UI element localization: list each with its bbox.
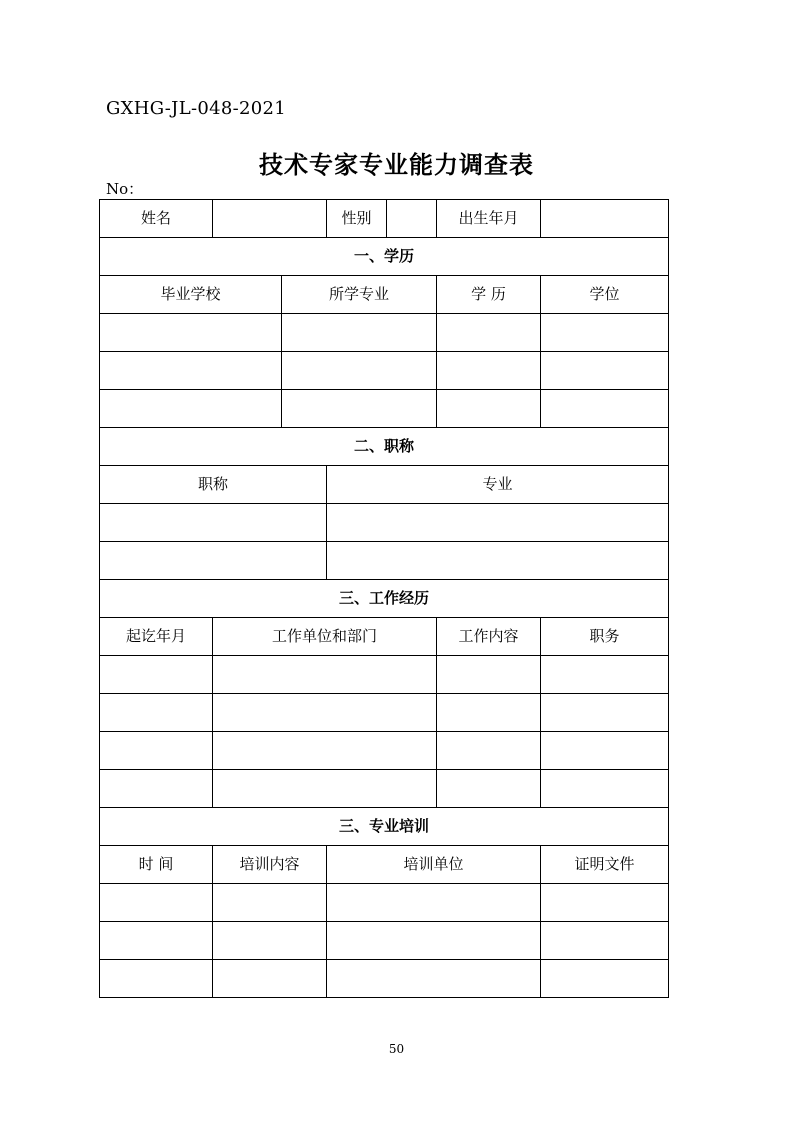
work-position-cell[interactable] — [541, 656, 669, 694]
professional-title-header-specialty: 专业 — [327, 466, 669, 504]
survey-form — [99, 199, 668, 998]
professional-specialty-cell[interactable] — [327, 542, 669, 580]
work-content-cell[interactable] — [437, 656, 541, 694]
name-value-cell[interactable] — [213, 200, 327, 238]
education-degree-cell[interactable] — [541, 314, 669, 352]
page-number: 50 — [388, 1042, 405, 1056]
training-content-cell[interactable] — [213, 884, 327, 922]
training-row — [100, 960, 669, 998]
work-employer-cell[interactable] — [213, 732, 437, 770]
work-employer-cell[interactable] — [213, 656, 437, 694]
professional-title-row — [100, 542, 669, 580]
education-header-row — [100, 276, 669, 314]
professional-title-header-title: 职称 — [100, 466, 327, 504]
education-section-row — [100, 238, 669, 276]
work-period-cell[interactable] — [100, 732, 213, 770]
professional-title-section-title: 二、职称 — [100, 428, 669, 466]
document-code: GXHG-JL-048-2021 — [106, 98, 286, 119]
training-header-certificate: 证明文件 — [541, 846, 669, 884]
professional-title-cell[interactable] — [100, 542, 327, 580]
training-content-cell[interactable] — [213, 922, 327, 960]
work-position-cell[interactable] — [541, 732, 669, 770]
work-content-cell[interactable] — [437, 694, 541, 732]
training-time-cell[interactable] — [100, 922, 213, 960]
work-experience-row — [100, 770, 669, 808]
form-number-label: No： — [106, 180, 144, 198]
training-content-cell[interactable] — [213, 960, 327, 998]
education-header-degree-level: 学 历 — [437, 276, 541, 314]
training-header-time: 时 间 — [100, 846, 213, 884]
education-section-title: 一、学历 — [100, 238, 669, 276]
training-row — [100, 922, 669, 960]
training-time-cell[interactable] — [100, 884, 213, 922]
work-employer-cell[interactable] — [213, 694, 437, 732]
education-level-cell[interactable] — [437, 314, 541, 352]
work-experience-row — [100, 656, 669, 694]
education-school-cell[interactable] — [100, 352, 282, 390]
training-header-row — [100, 846, 669, 884]
education-row — [100, 314, 669, 352]
work-header-content: 工作内容 — [437, 618, 541, 656]
education-major-cell[interactable] — [282, 352, 437, 390]
basic-info-row — [100, 200, 669, 238]
education-level-cell[interactable] — [437, 352, 541, 390]
education-header-school: 毕业学校 — [100, 276, 282, 314]
professional-title-cell[interactable] — [100, 504, 327, 542]
gender-value-cell[interactable] — [387, 200, 437, 238]
work-header-position: 职务 — [541, 618, 669, 656]
work-experience-row — [100, 694, 669, 732]
survey-table — [99, 199, 669, 998]
work-header-period: 起讫年月 — [100, 618, 213, 656]
birth-date-label: 出生年月 — [437, 200, 541, 238]
work-content-cell[interactable] — [437, 770, 541, 808]
professional-title-header-row — [100, 466, 669, 504]
work-header-employer: 工作单位和部门 — [213, 618, 437, 656]
work-period-cell[interactable] — [100, 656, 213, 694]
training-section-row — [100, 808, 669, 846]
work-period-cell[interactable] — [100, 694, 213, 732]
education-major-cell[interactable] — [282, 390, 437, 428]
education-header-major: 所学专业 — [282, 276, 437, 314]
work-employer-cell[interactable] — [213, 770, 437, 808]
name-label: 姓名 — [100, 200, 213, 238]
education-degree-cell[interactable] — [541, 390, 669, 428]
training-header-provider: 培训单位 — [327, 846, 541, 884]
education-school-cell[interactable] — [100, 314, 282, 352]
work-experience-header-row — [100, 618, 669, 656]
training-provider-cell[interactable] — [327, 884, 541, 922]
work-position-cell[interactable] — [541, 694, 669, 732]
work-period-cell[interactable] — [100, 770, 213, 808]
training-time-cell[interactable] — [100, 960, 213, 998]
training-provider-cell[interactable] — [327, 922, 541, 960]
education-level-cell[interactable] — [437, 390, 541, 428]
professional-specialty-cell[interactable] — [327, 504, 669, 542]
training-provider-cell[interactable] — [327, 960, 541, 998]
work-content-cell[interactable] — [437, 732, 541, 770]
training-header-content: 培训内容 — [213, 846, 327, 884]
page-title: 技术专家专业能力调查表 — [259, 150, 534, 179]
work-position-cell[interactable] — [541, 770, 669, 808]
birth-date-value-cell[interactable] — [541, 200, 669, 238]
work-experience-row — [100, 732, 669, 770]
education-header-degree: 学位 — [541, 276, 669, 314]
training-certificate-cell[interactable] — [541, 960, 669, 998]
education-degree-cell[interactable] — [541, 352, 669, 390]
work-experience-section-title: 三、工作经历 — [100, 580, 669, 618]
training-certificate-cell[interactable] — [541, 884, 669, 922]
training-row — [100, 884, 669, 922]
professional-title-section-row — [100, 428, 669, 466]
education-major-cell[interactable] — [282, 314, 437, 352]
training-certificate-cell[interactable] — [541, 922, 669, 960]
education-row — [100, 390, 669, 428]
work-experience-section-row — [100, 580, 669, 618]
professional-title-row — [100, 504, 669, 542]
gender-label: 性别 — [327, 200, 387, 238]
training-section-title: 三、专业培训 — [100, 808, 669, 846]
education-row — [100, 352, 669, 390]
education-school-cell[interactable] — [100, 390, 282, 428]
